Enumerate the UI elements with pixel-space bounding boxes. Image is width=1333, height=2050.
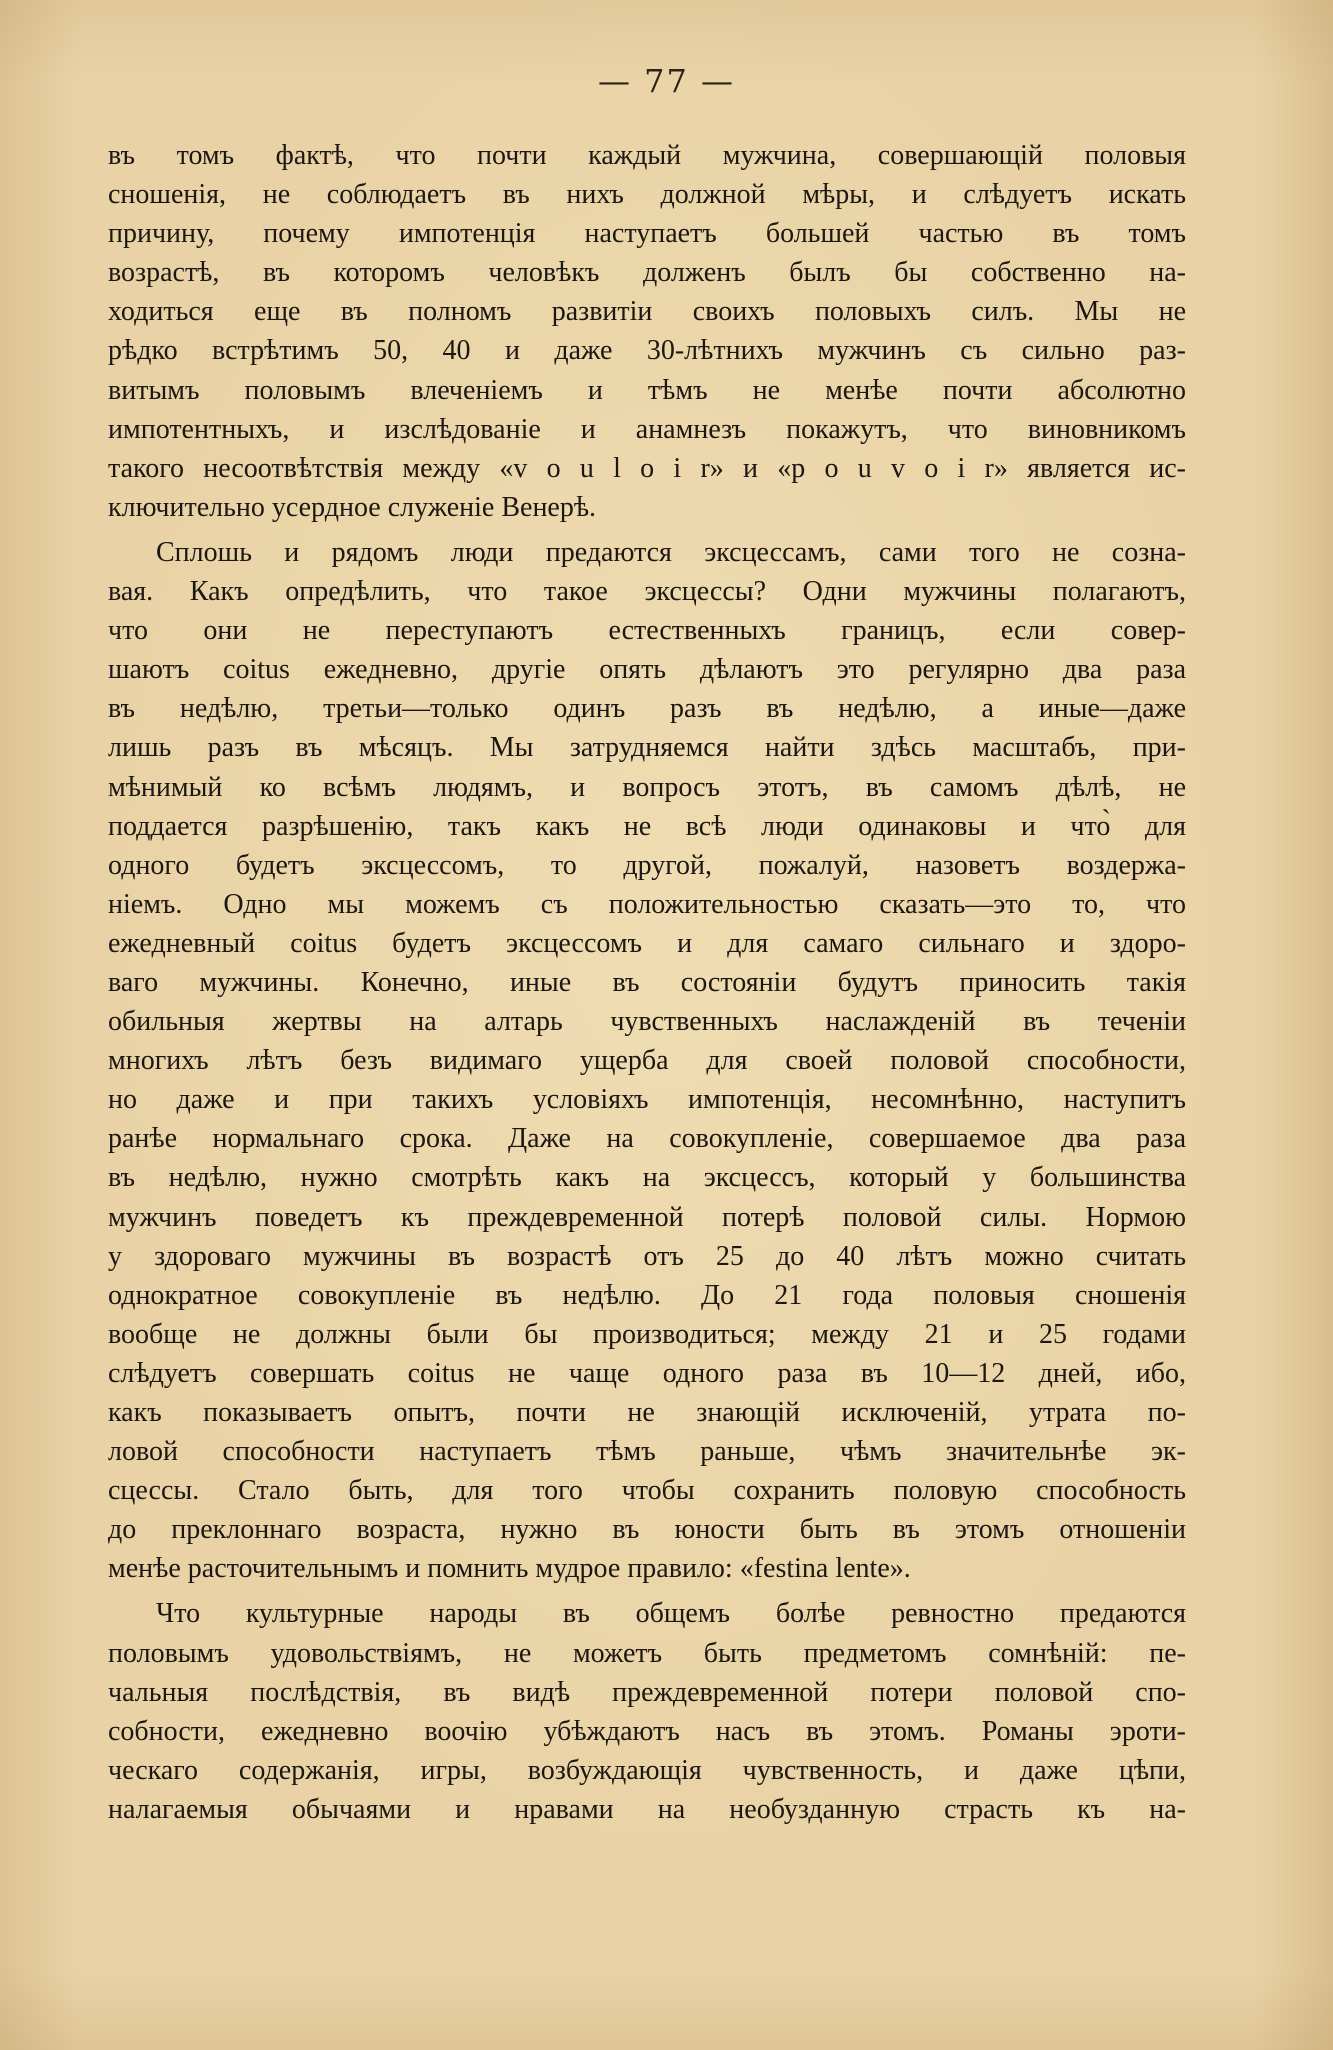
text-line: ловой способности наступаетъ тѣмъ раньше, чѣмъ значительнѣе эк- xyxy=(108,1436,1186,1468)
text-line: но даже и при такихъ условіяхъ импотенція, несомнѣнно, наступитъ xyxy=(108,1084,1186,1116)
paragraph-2 xyxy=(108,533,1186,1589)
text-line: ваго мужчины. Конечно, иные въ состояніи будутъ приносить такія xyxy=(108,966,1186,998)
text-line: однократное совокупленіе въ недѣлю. До 21 года половыя сношенія xyxy=(108,1279,1186,1311)
text-line: импотентныхъ, и изслѣдованіе и анамнезъ покажутъ, что виновникомъ xyxy=(108,413,1186,445)
text-line: налагаемыя обычаями и нравами на необузданную страсть къ на- xyxy=(108,1793,1186,1825)
text-line: что они не переступаютъ естественныхъ границъ, если совер- xyxy=(108,615,1186,647)
text-line: ранѣе нормальнаго срока. Даже на совокупленіе, совершаемое два раза xyxy=(108,1123,1186,1155)
text-line: поддается разрѣшенію, такъ какъ не всѣ люди одинаковы и что̀ для xyxy=(108,810,1186,842)
text-line: какъ показываетъ опытъ, почти не знающій исключеній, утрата по- xyxy=(108,1397,1186,1428)
text-line: многихъ лѣтъ безъ видимаго ущерба для своей половой способности, xyxy=(108,1045,1186,1077)
paragraph-1 xyxy=(108,136,1186,527)
text-line: вообще не должны были бы производиться; между 21 и 25 годами xyxy=(108,1318,1186,1350)
text-line: до преклоннаго возраста, нужно въ юности быть въ этомъ отношеніи xyxy=(108,1514,1186,1546)
text-line: ческаго содержанія, игры, возбуждающія чувственность, и даже цѣпи, xyxy=(108,1754,1186,1786)
text-line: причину, почему импотенція наступаетъ большей частью въ томъ xyxy=(108,218,1186,250)
text-line: мужчинъ поведетъ къ преждевременной потерѣ половой силы. Нормою xyxy=(108,1201,1186,1233)
text-line: возрастѣ, въ которомъ человѣкъ долженъ былъ бы собственно на- xyxy=(108,257,1186,289)
text-line: сношенія, не соблюдаетъ въ нихъ должной мѣры, и слѣдуетъ искать xyxy=(108,179,1186,211)
text-line: ходиться еще въ полномъ развитіи своихъ половыхъ силъ. Мы не xyxy=(108,296,1186,328)
text-line: менѣе расточительнымъ и помнить мудрое правило: «festina lente». xyxy=(108,1553,911,1585)
text-line: у здороваго мужчины въ возрастѣ отъ 25 до 40 лѣтъ можно считать xyxy=(108,1240,1186,1272)
text-line: мѣнимый ко всѣмъ людямъ, и вопросъ этотъ, въ самомъ дѣлѣ, не xyxy=(108,771,1186,803)
page-number: — 77 — xyxy=(597,62,736,100)
text-line: половымъ удовольствіямъ, не можетъ быть предметомъ сомнѣній: пе- xyxy=(108,1637,1186,1669)
text-line: собности, ежедневно воочію убѣждаютъ насъ въ этомъ. Романы эроти- xyxy=(108,1715,1186,1747)
text-line: въ недѣлю, нужно смотрѣть какъ на эксцессъ, который у большинства xyxy=(108,1162,1186,1194)
text-line: Сплошь и рядомъ люди предаются эксцессамъ, сами того не созна- xyxy=(156,536,1186,568)
text-line: Что культурные народы въ общемъ болѣе ревностно предаются xyxy=(156,1598,1186,1630)
text-line: ключительно усердное служеніе Венерѣ. xyxy=(108,491,597,523)
text-line: шаютъ coitus ежедневно, другіе опять дѣлаютъ это регулярно два раза xyxy=(108,654,1186,686)
paragraph-3 xyxy=(108,1594,1186,1829)
text-line: такого несоотвѣтствія между «v o u l o i r» и «p o u v o i r» является ис- xyxy=(108,452,1186,484)
text-line: одного будетъ эксцессомъ, то другой, пожалуй, назоветъ воздержа- xyxy=(108,849,1186,881)
text-line: слѣдуетъ совершать coitus не чаще одного раза въ 10—12 дней, ибо, xyxy=(108,1357,1186,1389)
body-text xyxy=(108,136,1186,1829)
text-line: сцессы. Стало быть, для того чтобы сохранить половую способность xyxy=(108,1475,1186,1507)
text-line: чальныя послѣдствія, въ видѣ преждевременной потери половой спо- xyxy=(108,1676,1186,1708)
text-line: лишь разъ въ мѣсяцъ. Мы затрудняемся найти здѣсь масштабъ, при- xyxy=(108,732,1186,764)
text-line: обильныя жертвы на алтарь чувственныхъ наслажденій въ теченіи xyxy=(108,1006,1186,1038)
text-line: ніемъ. Одно мы можемъ съ положительностью сказать—это то, что xyxy=(108,888,1186,920)
text-line: витымъ половымъ влеченіемъ и тѣмъ не менѣе почти абсолютно xyxy=(108,374,1186,406)
text-line: въ недѣлю, третьи—только одинъ разъ въ недѣлю, а иные—даже xyxy=(108,693,1186,725)
text-line: въ томъ фактѣ, что почти каждый мужчина, совершающій половыя xyxy=(108,140,1186,171)
text-line: ежедневный coitus будетъ эксцессомъ и для самаго сильнаго и здоро- xyxy=(108,927,1186,959)
text-line: рѣдко встрѣтимъ 50, 40 и даже 30-лѣтнихъ мужчинъ съ сильно раз- xyxy=(108,335,1186,367)
text-line: вая. Какъ опредѣлить, что такое эксцессы? Одни мужчины полагаютъ, xyxy=(108,576,1186,608)
